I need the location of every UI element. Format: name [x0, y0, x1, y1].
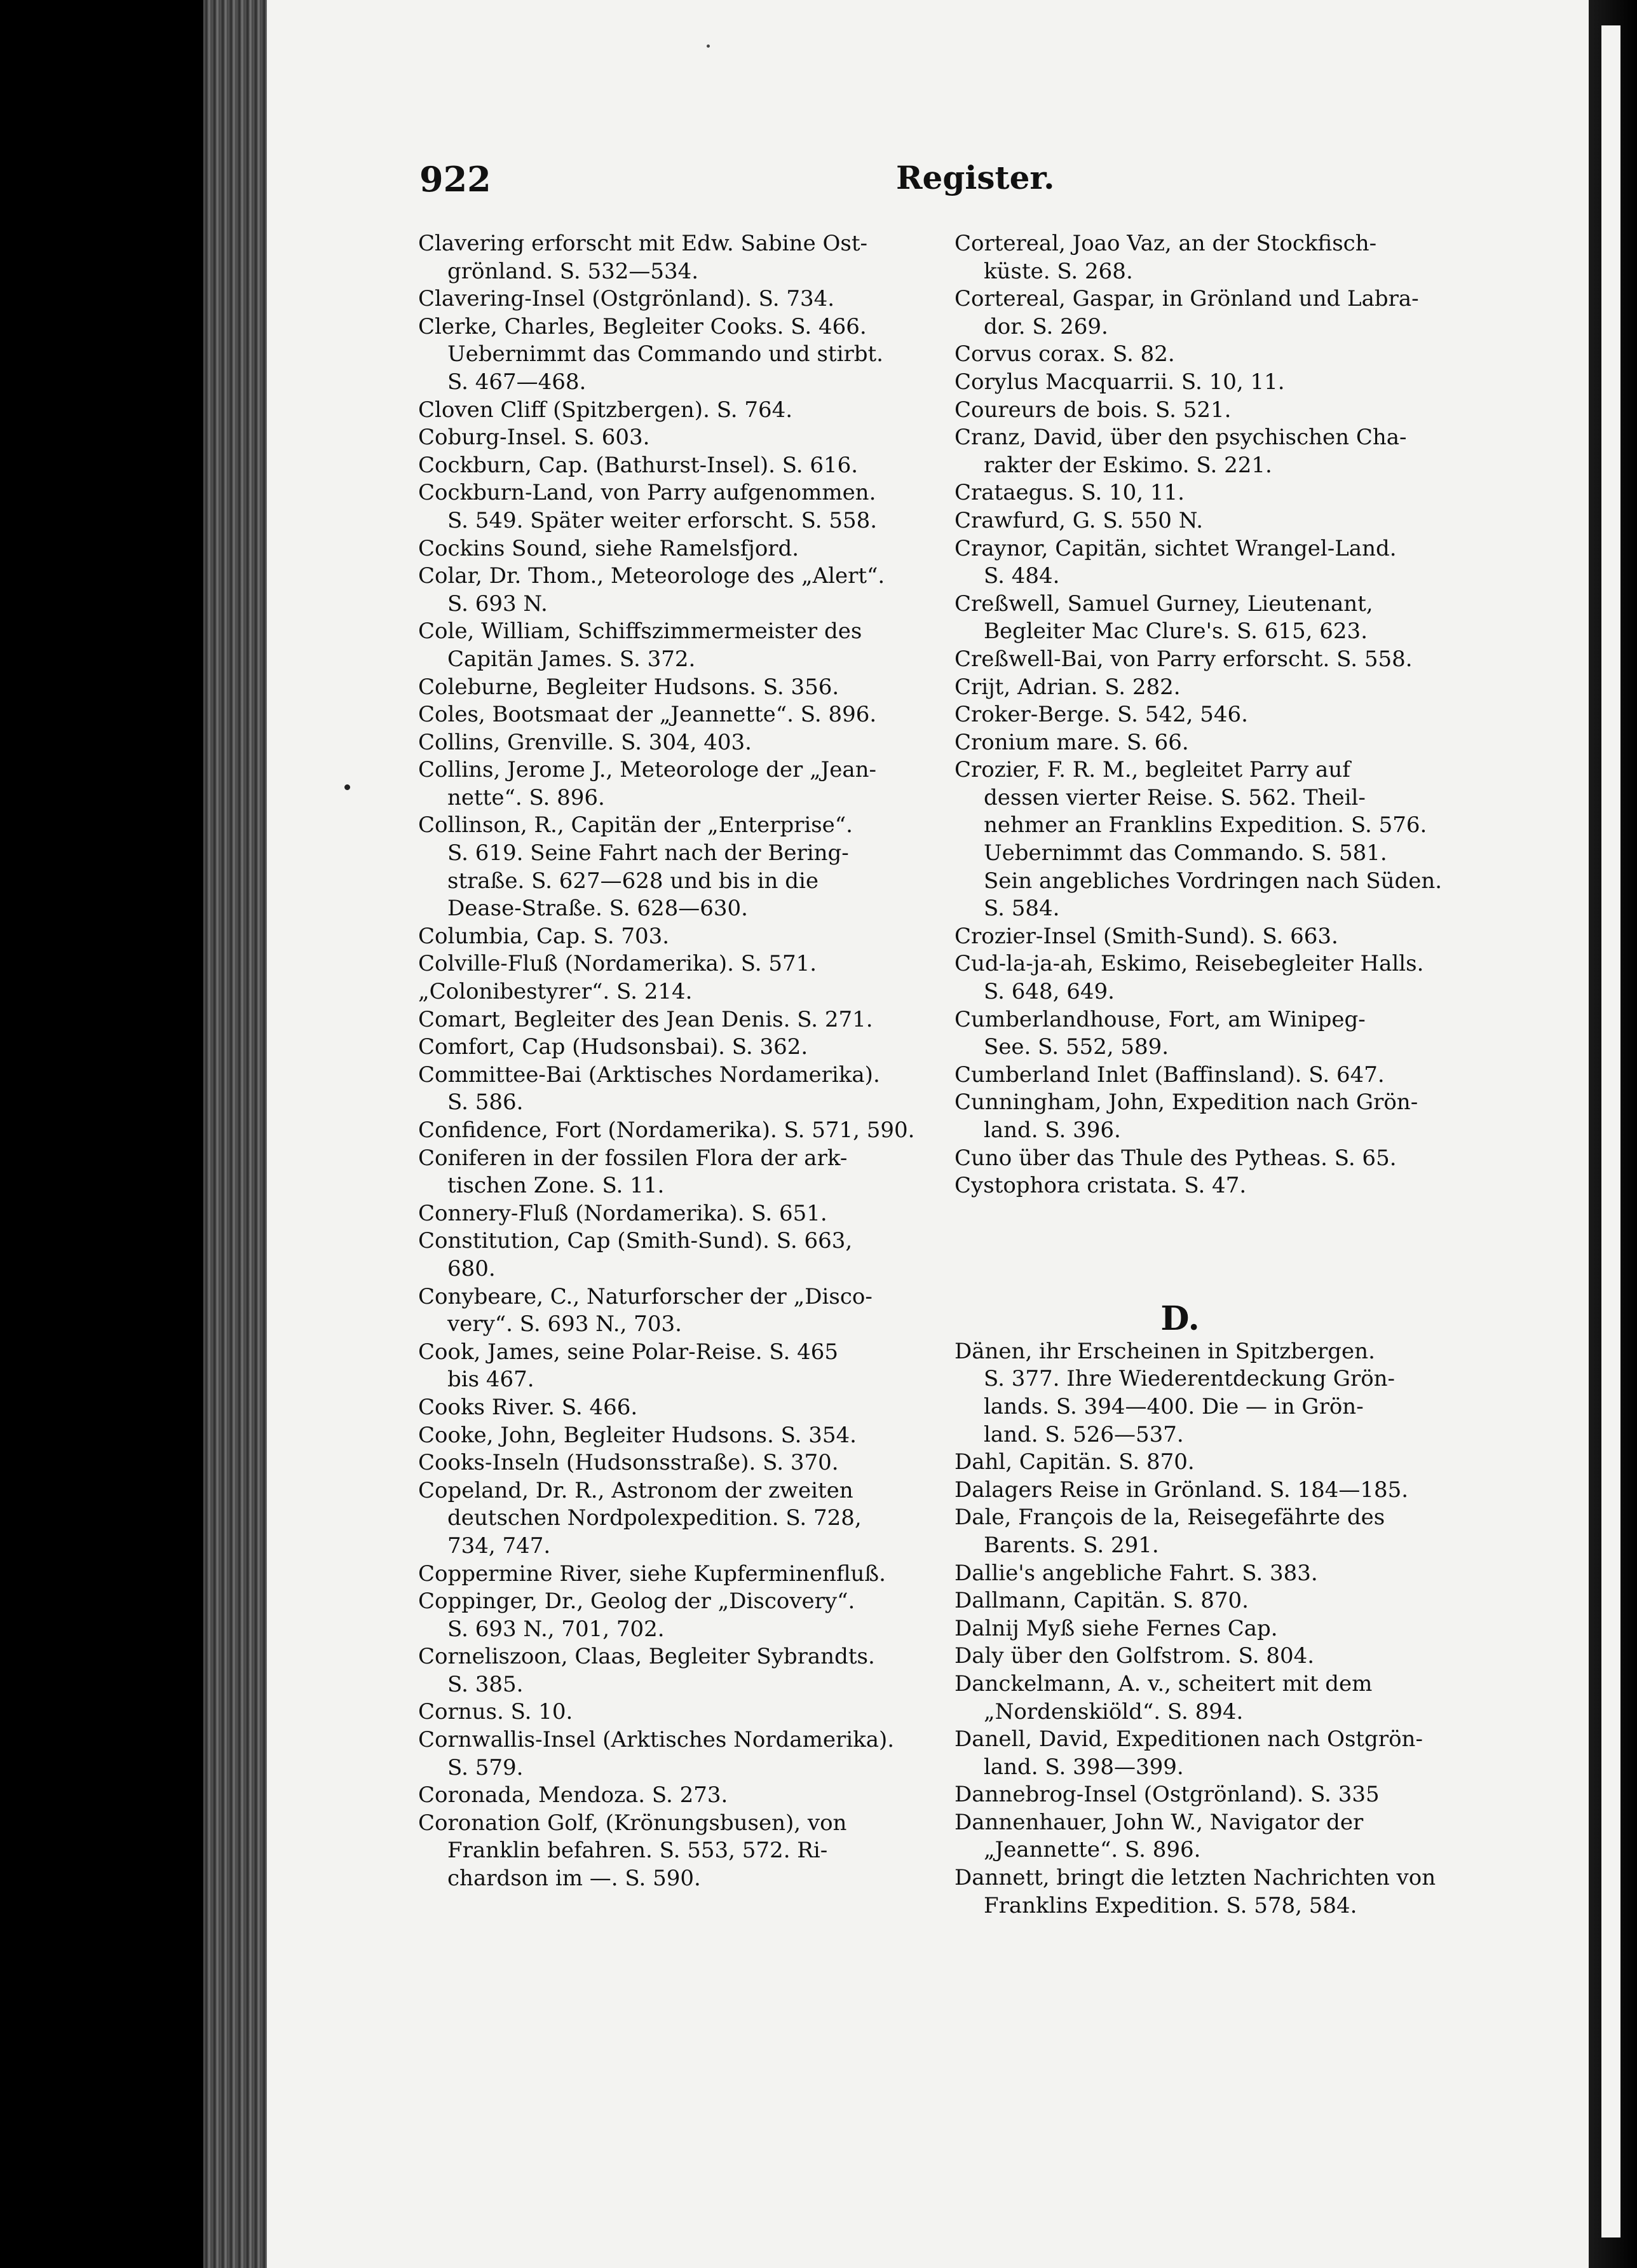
index-entry — [418, 285, 920, 313]
index-entry-line: Coleburne, Begleiter Hudsons. S. 356. — [418, 674, 839, 700]
index-entry-continuation: S. 693 N. — [447, 591, 548, 617]
index-entry-line: Cooks River. S. 466. — [418, 1394, 638, 1420]
index-entry — [954, 1172, 1450, 1200]
index-column-left — [418, 230, 920, 1893]
index-entry-line: Colar, Dr. Thom., Meteorologe des „Alert“. — [418, 563, 885, 589]
index-entry-continuation: nette“. S. 896. — [447, 784, 605, 810]
index-entry-line: Corneliszoon, Claas, Begleiter Sybrandts. — [418, 1644, 875, 1670]
index-entry-line: Creßwell-Bai, von Parry erforscht. S. 558. — [954, 646, 1413, 672]
index-entry — [418, 729, 920, 757]
index-entry — [418, 1283, 920, 1339]
index-entries-d — [954, 1338, 1450, 1920]
index-entry-continuation: lands. S. 394—400. Die — in Grön- — [984, 1393, 1364, 1419]
index-entry — [418, 950, 920, 978]
index-entry-line: Cooks-Inseln (Hudsonsstraße). S. 370. — [418, 1450, 839, 1476]
index-entry-line: Coppinger, Dr., Geolog der „Discovery“. — [418, 1588, 855, 1615]
index-entry-line: Coniferen in der fossilen Flora der ark- — [418, 1145, 848, 1171]
index-entry-line: Dannett, bringt die letzten Nachrichten von — [954, 1865, 1436, 1891]
index-entry — [954, 1089, 1450, 1144]
index-entry-continuation: S. 579. — [447, 1754, 524, 1780]
index-entry-continuation: Begleiter Mac Clure's. S. 615, 623. — [984, 618, 1368, 645]
index-entry-line: Dalagers Reise in Grönland. S. 184—185. — [954, 1477, 1409, 1503]
index-entry-continuation: tischen Zone. S. 11. — [447, 1173, 665, 1199]
index-entry — [954, 1449, 1450, 1477]
index-column-right — [954, 230, 1450, 1920]
index-entry-line: Copeland, Dr. R., Astronom der zweiten — [418, 1477, 853, 1503]
index-entry — [418, 1588, 920, 1643]
index-entry — [954, 591, 1450, 646]
index-entry — [418, 1062, 920, 1117]
index-entry-line: Coronada, Mendoza. S. 273. — [418, 1782, 728, 1808]
index-entry-line: Dänen, ihr Erscheinen in Spitzbergen. — [954, 1338, 1375, 1364]
index-entry-continuation: deutschen Nordpolexpedition. S. 728, — [447, 1505, 862, 1531]
index-entry — [418, 701, 920, 729]
index-entry-line: Crataegus. S. 10, 11. — [954, 480, 1185, 506]
index-entry — [954, 535, 1450, 591]
index-entry-line: Corylus Macquarrii. S. 10, 11. — [954, 369, 1285, 395]
index-entry — [954, 424, 1450, 479]
index-entry — [954, 1864, 1450, 1920]
index-entry — [418, 812, 920, 922]
index-entry — [954, 479, 1450, 507]
index-entry — [954, 230, 1450, 285]
index-entry — [954, 950, 1450, 1006]
index-entry-line: Cronium mare. S. 66. — [954, 729, 1189, 755]
section-gap — [954, 1200, 1450, 1255]
index-entry — [954, 507, 1450, 535]
index-entry — [418, 1643, 920, 1698]
index-entry-line: Collinson, R., Capitän der „Enterprise“. — [418, 812, 853, 838]
index-entry — [954, 369, 1450, 397]
margin-mark — [344, 784, 350, 790]
index-entry — [954, 1338, 1450, 1449]
index-entry-continuation: land. S. 526—537. — [984, 1421, 1184, 1447]
index-entry-continuation: S. 549. Später weiter erforscht. S. 558. — [447, 507, 878, 533]
index-entry-line: Craynor, Capitän, sichtet Wrangel-Land. — [954, 535, 1397, 561]
index-entry-line: Cystophora cristata. S. 47. — [954, 1173, 1247, 1199]
paper-speck — [707, 44, 710, 48]
index-entry-line: Dannebrog-Insel (Ostgrönland). S. 335 — [954, 1782, 1380, 1808]
index-entry — [418, 1726, 920, 1782]
index-entry-line: Coburg-Insel. S. 603. — [418, 425, 650, 451]
index-entry-continuation: S. 584. — [984, 896, 1060, 922]
index-entry-continuation: Franklins Expedition. S. 578, 584. — [984, 1892, 1357, 1918]
index-entry — [418, 1449, 920, 1477]
index-entry-continuation: rakter der Eskimo. S. 221. — [984, 452, 1272, 478]
index-entry-continuation: straße. S. 627—628 und bis in die — [447, 868, 819, 894]
index-entry — [954, 729, 1450, 757]
index-entry-continuation: Capitän James. S. 372. — [447, 646, 696, 672]
index-entry-line: Coles, Bootsmaat der „Jeannette“. S. 896. — [418, 702, 877, 728]
index-entry-line: Croker-Berge. S. 542, 546. — [954, 702, 1248, 728]
index-entry — [418, 230, 920, 285]
index-entry-line: Dale, François de la, Reisegefährte des — [954, 1505, 1385, 1531]
index-entry-line: Cumberland Inlet (Baffinsland). S. 647. — [954, 1062, 1385, 1088]
index-entry-line: Crozier-Insel (Smith-Sund). S. 663. — [954, 923, 1338, 949]
index-entry — [954, 285, 1450, 341]
index-entry-line: Clavering erforscht mit Edw. Sabine Ost- — [418, 231, 867, 256]
index-entry — [418, 1477, 920, 1561]
index-entry — [418, 424, 920, 452]
index-entry-line: Comfort, Cap (Hudsonsbai). S. 362. — [418, 1034, 808, 1060]
index-entry-line: Connery-Fluß (Nordamerika). S. 651. — [418, 1200, 827, 1226]
index-entry-continuation: 680. — [447, 1255, 496, 1281]
index-entry — [954, 1670, 1450, 1726]
index-entry-line: Comart, Begleiter des Jean Denis. S. 271. — [418, 1006, 873, 1032]
index-entry-line: Daly über den Golfstrom. S. 804. — [954, 1643, 1315, 1669]
index-entry-line: Cornwallis-Insel (Arktisches Nordamerika). — [418, 1727, 895, 1753]
index-entry-continuation: land. S. 396. — [984, 1117, 1121, 1143]
index-entry — [418, 1200, 920, 1228]
index-entry-line: Collins, Jerome J., Meteorologe der „Jean- — [418, 757, 877, 783]
index-entry-continuation: Sein angebliches Vordringen nach Süden. — [984, 868, 1443, 894]
index-entry-continuation: küste. S. 268. — [984, 258, 1133, 284]
index-entry-continuation: chardson im —. S. 590. — [447, 1866, 701, 1892]
index-entry-line: Danckelmann, A. v., scheitert mit dem — [954, 1670, 1373, 1697]
index-entry-line: Cockburn, Cap. (Bathurst-Insel). S. 616. — [418, 452, 859, 478]
index-entry — [418, 1117, 920, 1145]
index-entry-continuation: S. 648, 649. — [984, 979, 1115, 1005]
book-page-edge — [203, 0, 273, 2268]
index-entry-line: Dallmann, Capitän. S. 870. — [954, 1588, 1249, 1614]
index-entry — [954, 674, 1450, 702]
index-entry-line: Cockins Sound, siehe Ramelsfjord. — [418, 535, 799, 561]
index-entry — [954, 1643, 1450, 1670]
index-entry-line: Colville-Fluß (Nordamerika). S. 571. — [418, 951, 817, 977]
index-entry-line: Cornus. S. 10. — [418, 1699, 573, 1725]
index-entry-continuation: dor. S. 269. — [984, 313, 1108, 339]
index-entry — [954, 923, 1450, 951]
index-entry-line: Clavering-Insel (Ostgrönland). S. 734. — [418, 286, 835, 312]
index-entry-line: Cooke, John, Begleiter Hudsons. S. 354. — [418, 1422, 857, 1448]
index-entry — [954, 341, 1450, 369]
index-entry — [418, 1145, 920, 1200]
index-entry-continuation: „Nordenskiöld“. S. 894. — [984, 1698, 1244, 1725]
index-entry-continuation: Uebernimmt das Commando. S. 581. — [984, 840, 1387, 866]
index-entry-continuation: S. 619. Seine Fahrt nach der Bering- — [447, 840, 849, 866]
index-entry-continuation: S. 377. Ihre Wiederentdeckung Grön- — [984, 1366, 1396, 1392]
index-entry — [954, 1726, 1450, 1781]
index-entry-continuation: grönland. S. 532—534. — [447, 258, 699, 284]
index-entry — [418, 756, 920, 812]
index-entry-continuation: S. 385. — [447, 1671, 524, 1697]
index-entry — [954, 1006, 1450, 1062]
index-entry-line: Cook, James, seine Polar-Reise. S. 465 — [418, 1339, 838, 1365]
index-entry-line: Danell, David, Expeditionen nach Ostgrön- — [954, 1726, 1423, 1752]
facing-page-sliver — [1601, 25, 1620, 2237]
index-entry-line: Cortereal, Gaspar, in Grönland und Labra- — [954, 286, 1419, 312]
index-entry — [418, 535, 920, 563]
index-entry-line: Cunningham, John, Expedition nach Grön- — [954, 1090, 1418, 1116]
index-entry-line: „Colonibestyrer“. S. 214. — [418, 979, 693, 1005]
index-entry-line: Confidence, Fort (Nordamerika). S. 571, 590. — [418, 1117, 915, 1143]
index-entry — [418, 479, 920, 535]
index-entry — [418, 1227, 920, 1283]
index-entry — [418, 1006, 920, 1034]
index-entry — [954, 1560, 1450, 1588]
index-entry-line: Coronation Golf, (Krönungsbusen), von — [418, 1810, 847, 1836]
index-entry-continuation: Barents. S. 291. — [984, 1532, 1159, 1558]
index-entry-line: Coppermine River, siehe Kupferminenfluß. — [418, 1561, 886, 1587]
index-entry — [418, 923, 920, 951]
index-entry-continuation: S. 484. — [984, 563, 1060, 589]
index-entry-continuation: land. S. 398—399. — [984, 1754, 1184, 1780]
index-entry-line: Cumberlandhouse, Fort, am Winipeg- — [954, 1006, 1366, 1032]
index-entry — [954, 1062, 1450, 1090]
index-entry-continuation: Dease-Straße. S. 628—630. — [447, 896, 748, 922]
index-entry-line: Cuno über das Thule des Pytheas. S. 65. — [954, 1145, 1397, 1171]
index-entry — [954, 646, 1450, 674]
index-entries-c-continued — [954, 230, 1450, 1200]
index-entry — [418, 618, 920, 673]
index-entry — [954, 1587, 1450, 1615]
running-head: Register. — [896, 159, 1055, 196]
index-entry-continuation: very“. S. 693 N., 703. — [447, 1311, 682, 1337]
index-entry — [954, 1615, 1450, 1643]
index-entry-continuation: See. S. 552, 589. — [984, 1034, 1169, 1060]
index-entry — [418, 1422, 920, 1450]
index-entry — [418, 1394, 920, 1422]
index-entry-line: Crijt, Adrian. S. 282. — [954, 674, 1181, 700]
index-entry-continuation: Franklin befahren. S. 553, 572. Ri- — [447, 1838, 828, 1864]
index-entry — [418, 452, 920, 480]
index-entry-line: Conybeare, C., Naturforscher der „Disco- — [418, 1283, 873, 1309]
index-entry — [954, 397, 1450, 425]
index-entry — [418, 1034, 920, 1062]
index-entry-line: Dallie's angebliche Fahrt. S. 383. — [954, 1560, 1318, 1586]
index-entry — [954, 1145, 1450, 1173]
index-entry — [418, 978, 920, 1006]
index-entry-continuation: dessen vierter Reise. S. 562. Theil- — [984, 784, 1366, 810]
index-entry — [418, 313, 920, 397]
index-entry — [418, 1698, 920, 1726]
index-entry-line: Committee-Bai (Arktisches Nordamerika). — [418, 1062, 880, 1088]
index-entry-line: Creßwell, Samuel Gurney, Lieutenant, — [954, 591, 1373, 617]
index-entry-continuation: 734, 747. — [447, 1533, 551, 1559]
index-entry — [418, 1561, 920, 1588]
index-entry-line: Cranz, David, über den psychischen Cha- — [954, 425, 1407, 451]
index-entry — [418, 674, 920, 702]
index-entry-line: Coureurs de bois. S. 521. — [954, 397, 1232, 423]
index-entry — [418, 1782, 920, 1810]
index-entry-line: Constitution, Cap (Smith-Sund). S. 663, — [418, 1228, 853, 1254]
index-entry-line: Dahl, Capitän. S. 870. — [954, 1449, 1195, 1475]
index-entry-continuation: bis 467. — [447, 1367, 534, 1393]
index-entry-continuation: nehmer an Franklins Expedition. S. 576. — [984, 812, 1427, 838]
index-entry-line: Columbia, Cap. S. 703. — [418, 923, 670, 949]
index-entry-line: Clerke, Charles, Begleiter Cooks. S. 466. — [418, 313, 867, 339]
index-entry-line: Dalnij Myß siehe Fernes Cap. — [954, 1615, 1278, 1641]
index-entry — [418, 1339, 920, 1394]
index-entry — [418, 397, 920, 425]
page-number: 922 — [419, 159, 491, 200]
index-entry-continuation: Uebernimmt das Commando und stirbt. — [447, 341, 883, 367]
index-entry — [954, 756, 1450, 923]
index-entry-line: Cortereal, Joao Vaz, an der Stockfisch- — [954, 231, 1377, 256]
index-entry-continuation: S. 693 N., 701, 702. — [447, 1616, 665, 1642]
page-header — [419, 159, 1188, 210]
index-entry — [418, 563, 920, 618]
index-entry — [954, 1477, 1450, 1505]
index-entry-line: Cockburn-Land, von Parry aufgenommen. — [418, 480, 876, 506]
section-letter-d: D. — [1160, 1299, 1200, 1338]
index-entry-line: Cloven Cliff (Spitzbergen). S. 764. — [418, 397, 793, 423]
index-entry — [954, 1504, 1450, 1559]
index-entry — [954, 1809, 1450, 1864]
index-entry-line: Corvus corax. S. 82. — [954, 341, 1175, 367]
index-entry-line: Dannenhauer, John W., Navigator der — [954, 1809, 1364, 1835]
index-entry-continuation: „Jeannette“. S. 896. — [984, 1837, 1201, 1863]
index-entry — [954, 1781, 1450, 1809]
index-entry-line: Crawfurd, G. S. 550 N. — [954, 507, 1204, 533]
index-entry-line: Collins, Grenville. S. 304, 403. — [418, 729, 752, 755]
index-entry — [954, 701, 1450, 729]
index-entry-line: Cole, William, Schiffszimmermeister des — [418, 618, 862, 645]
index-entry-line: Crozier, F. R. M., begleitet Parry auf — [954, 757, 1350, 783]
index-entry-line: Cud-la-ja-ah, Eskimo, Reisebegleiter Halls. — [954, 951, 1424, 977]
index-entry-continuation: S. 467—468. — [447, 369, 587, 395]
index-entry — [418, 1810, 920, 1893]
index-entry-continuation: S. 586. — [447, 1090, 524, 1116]
